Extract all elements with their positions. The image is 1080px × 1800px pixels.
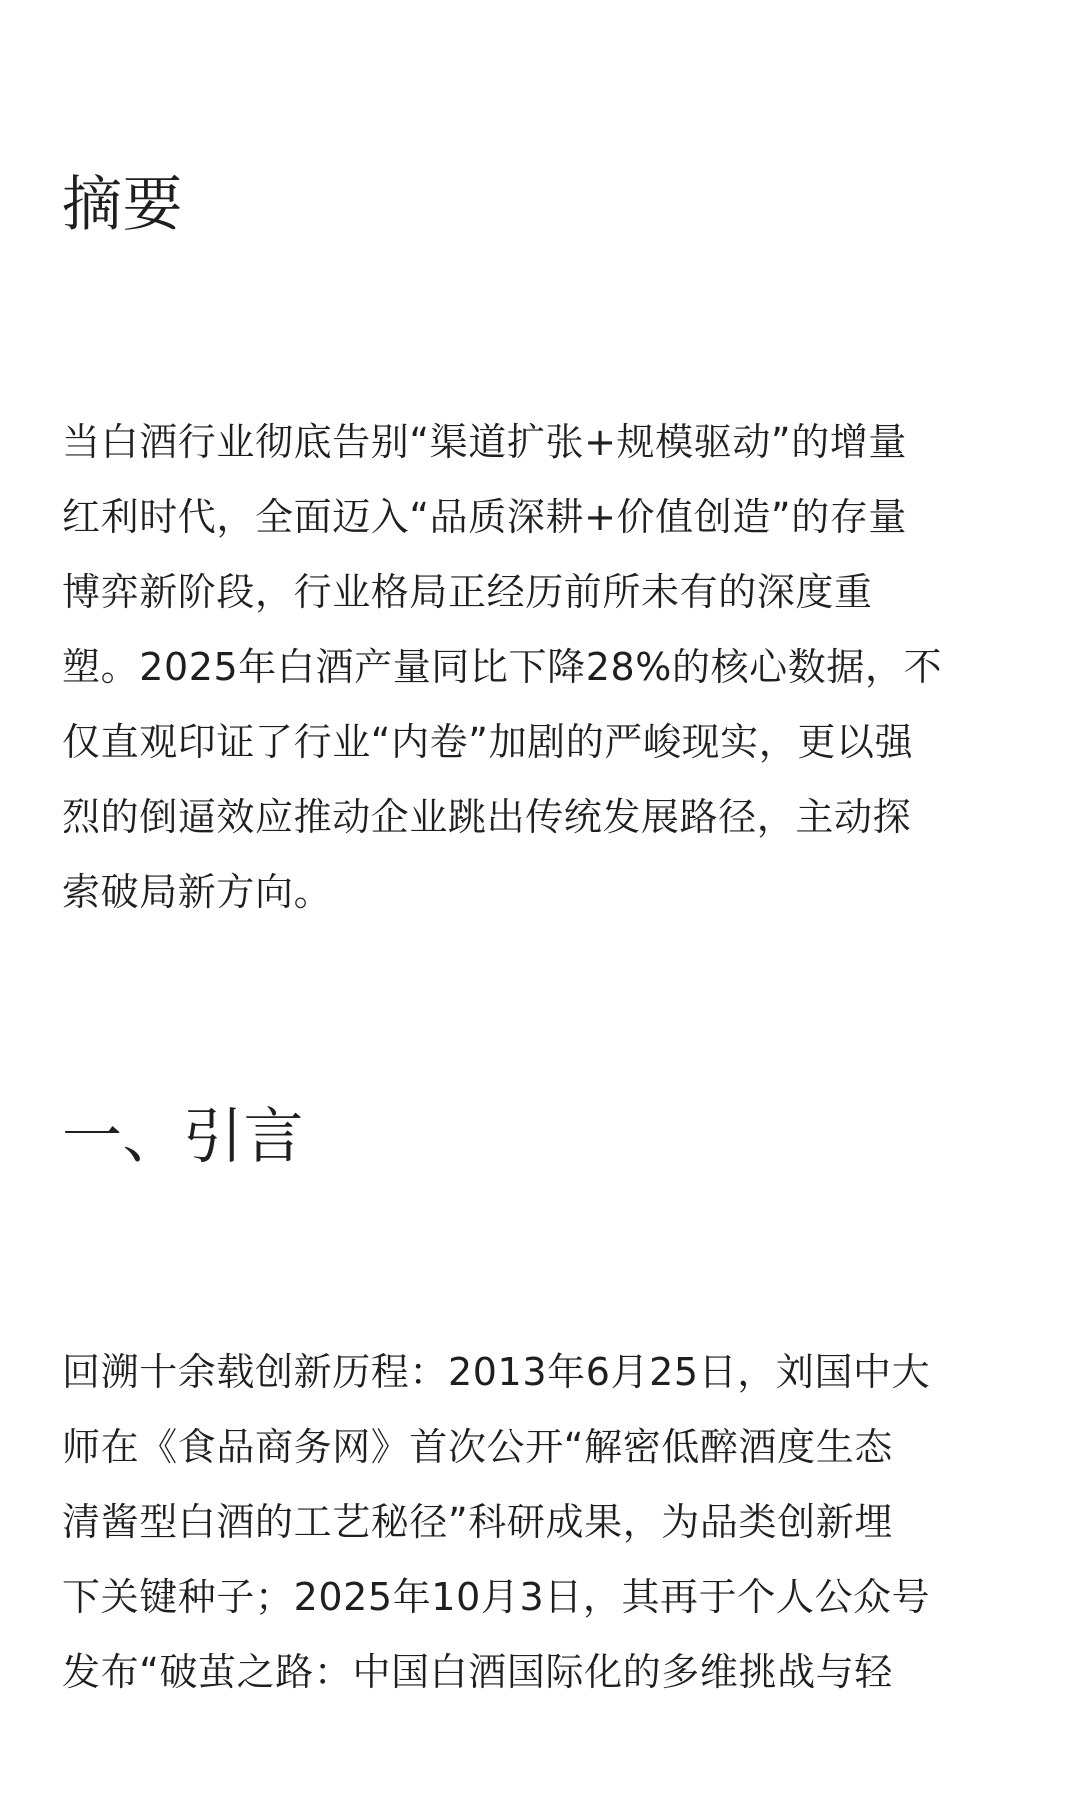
paragraph-line: 发布“破茧之路：中国白酒国际化的多维挑战与轻 [62, 1650, 893, 1694]
paragraph-line: 当白酒行业彻底告别“渠道扩张+规模驱动”的增量 [62, 420, 908, 464]
paragraph-line: 烈的倒逼效应推动企业跳出传统发展路径，主动探 [62, 795, 912, 839]
paragraph-line: 师在《食品商务网》首次公开“解密低醉酒度生态 [62, 1425, 893, 1469]
paragraph-line: 回溯十余载创新历程：2013年6月25日，刘国中大 [62, 1350, 931, 1394]
paragraph-line: 下关键种子；2025年10月3日，其再于个人公众号 [62, 1575, 931, 1619]
paragraph-line: 索破局新方向。 [62, 870, 333, 914]
paragraph-line: 红利时代，全面迈入“品质深耕+价值创造”的存量 [62, 495, 908, 539]
abstract-heading: 摘要 [62, 170, 183, 240]
introduction-heading: 一、引言 [62, 1102, 304, 1172]
paragraph-line: 清酱型白酒的工艺秘径”科研成果，为品类创新埋 [62, 1500, 893, 1544]
paragraph-line: 博弈新阶段，行业格局正经历前所未有的深度重 [62, 570, 873, 614]
paragraph-line: 仅直观印证了行业“内卷”加剧的严峻现实，更以强 [62, 720, 914, 764]
introduction-paragraph [62, 1335, 1030, 1710]
paragraph-line: 塑。2025年白酒产量同比下降28%的核心数据，不 [62, 645, 943, 689]
abstract-paragraph [62, 405, 1030, 930]
